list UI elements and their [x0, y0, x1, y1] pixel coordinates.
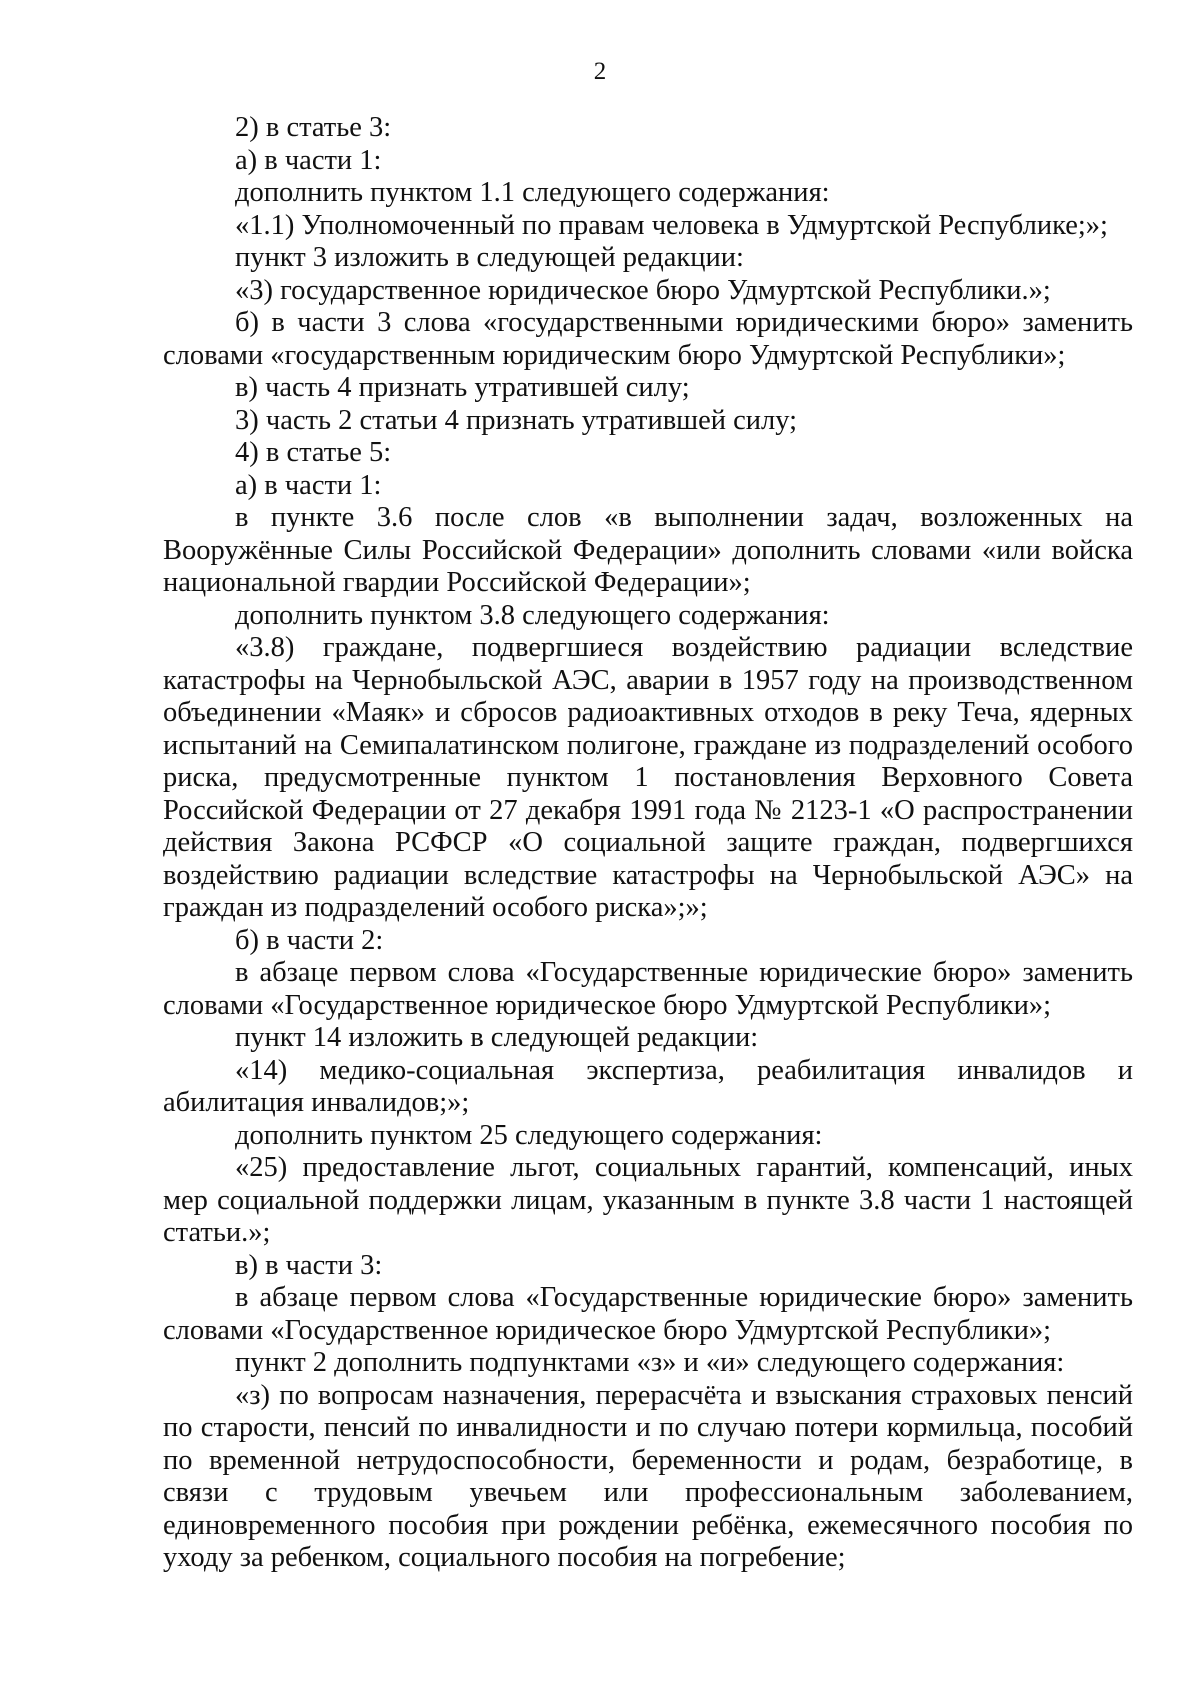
paragraph: в) в части 3: — [235, 1249, 383, 1281]
page-number: 2 — [593, 58, 607, 85]
paragraph: «1.1) Уполномоченный по правам человека в Удмуртской Республике;»; — [235, 209, 1108, 241]
paragraph: б) в части 2: — [235, 924, 384, 956]
paragraph: пункт 3 изложить в следующей редакции: — [235, 242, 744, 273]
document-body — [163, 112, 1133, 1575]
paragraph: 3) часть 2 статьи 4 признать утратившей силу; — [235, 404, 798, 436]
paragraph: 4) в статье 5: — [235, 437, 392, 468]
paragraph: пункт 14 изложить в следующей редакции: — [235, 1022, 759, 1053]
paragraph: пункт 2 дополнить подпунктами «з» и «и» следующего содержания: — [235, 1347, 1065, 1378]
paragraph: дополнить пунктом 3.8 следующего содержания: — [235, 599, 830, 631]
paragraph: «з) по вопросам назначения, перерасчёта и взыскания страховых пенсий по старости, пенсий по инвалидности и по случаю потери кормильца, пособий по временной нетрудоспособности, беременности и родам, безработице, в связи с трудовым увечьем или профессиональным заболеванием, единовременного пособия при рождении ребёнка, ежемесячного пособия по уходу за ребенком, социального пособия на погребение; — [163, 1379, 1133, 1573]
paragraph: в абзаце первом слова «Государственные юридические бюро» заменить словами «Государственное юридическое бюро Удмуртской Республики»; — [163, 1282, 1133, 1346]
paragraph: б) в части 3 слова «государственными юридическими бюро» заменить словами «государственным юридическим бюро Удмуртской Республики»; — [163, 307, 1133, 371]
paragraph: «3.8) граждане, подвергшиеся воздействию радиации вследствие катастрофы на Чернобыльской АЭС, аварии в 1957 году на производственном объединении «Маяк» и сбросов радиоактивных отходов в реку Теча, ядерных испытаний на Семипалатинском полигоне, граждане из подразделений особого риска, предусмотренные пунктом 1 постановления Верховного Совета Российской Федерации от 27 декабря 1991 года № 2123-1 «О распространении действия Закона РСФСР «О социальной защите граждан, подвергшихся воздействию радиации вследствие катастрофы на Чернобыльской АЭС» на граждан из подразделений особого риска»;»; — [163, 632, 1133, 923]
paragraph: а) в части 1: — [235, 144, 382, 176]
paragraph: в абзаце первом слова «Государственные юридические бюро» заменить словами «Государственное юридическое бюро Удмуртской Республики»; — [163, 957, 1133, 1021]
paragraph: дополнить пунктом 25 следующего содержания: — [235, 1119, 823, 1151]
paragraph: в) часть 4 признать утратившей силу; — [235, 372, 690, 403]
paragraph: дополнить пунктом 1.1 следующего содержания: — [235, 177, 830, 208]
paragraph: в пункте 3.6 после слов «в выполнении задач, возложенных на Вооружённые Силы Российской Федерации» дополнить словами «или войска национальной гвардии Российской Федерации»; — [163, 502, 1133, 598]
paragraph: а) в части 1: — [235, 469, 382, 501]
paragraph: 2) в статье 3: — [235, 112, 392, 143]
paragraph: «25) предоставление льгот, социальных гарантий, компенсаций, иных мер социальной поддержки лицам, указанным в пункте 3.8 части 1 настоящей статьи.»; — [163, 1152, 1133, 1248]
paragraph: «14) медико-социальная экспертиза, реабилитация инвалидов и абилитация инвалидов;»; — [163, 1054, 1133, 1118]
paragraph: «3) государственное юридическое бюро Удмуртской Республики.»; — [235, 274, 1051, 306]
